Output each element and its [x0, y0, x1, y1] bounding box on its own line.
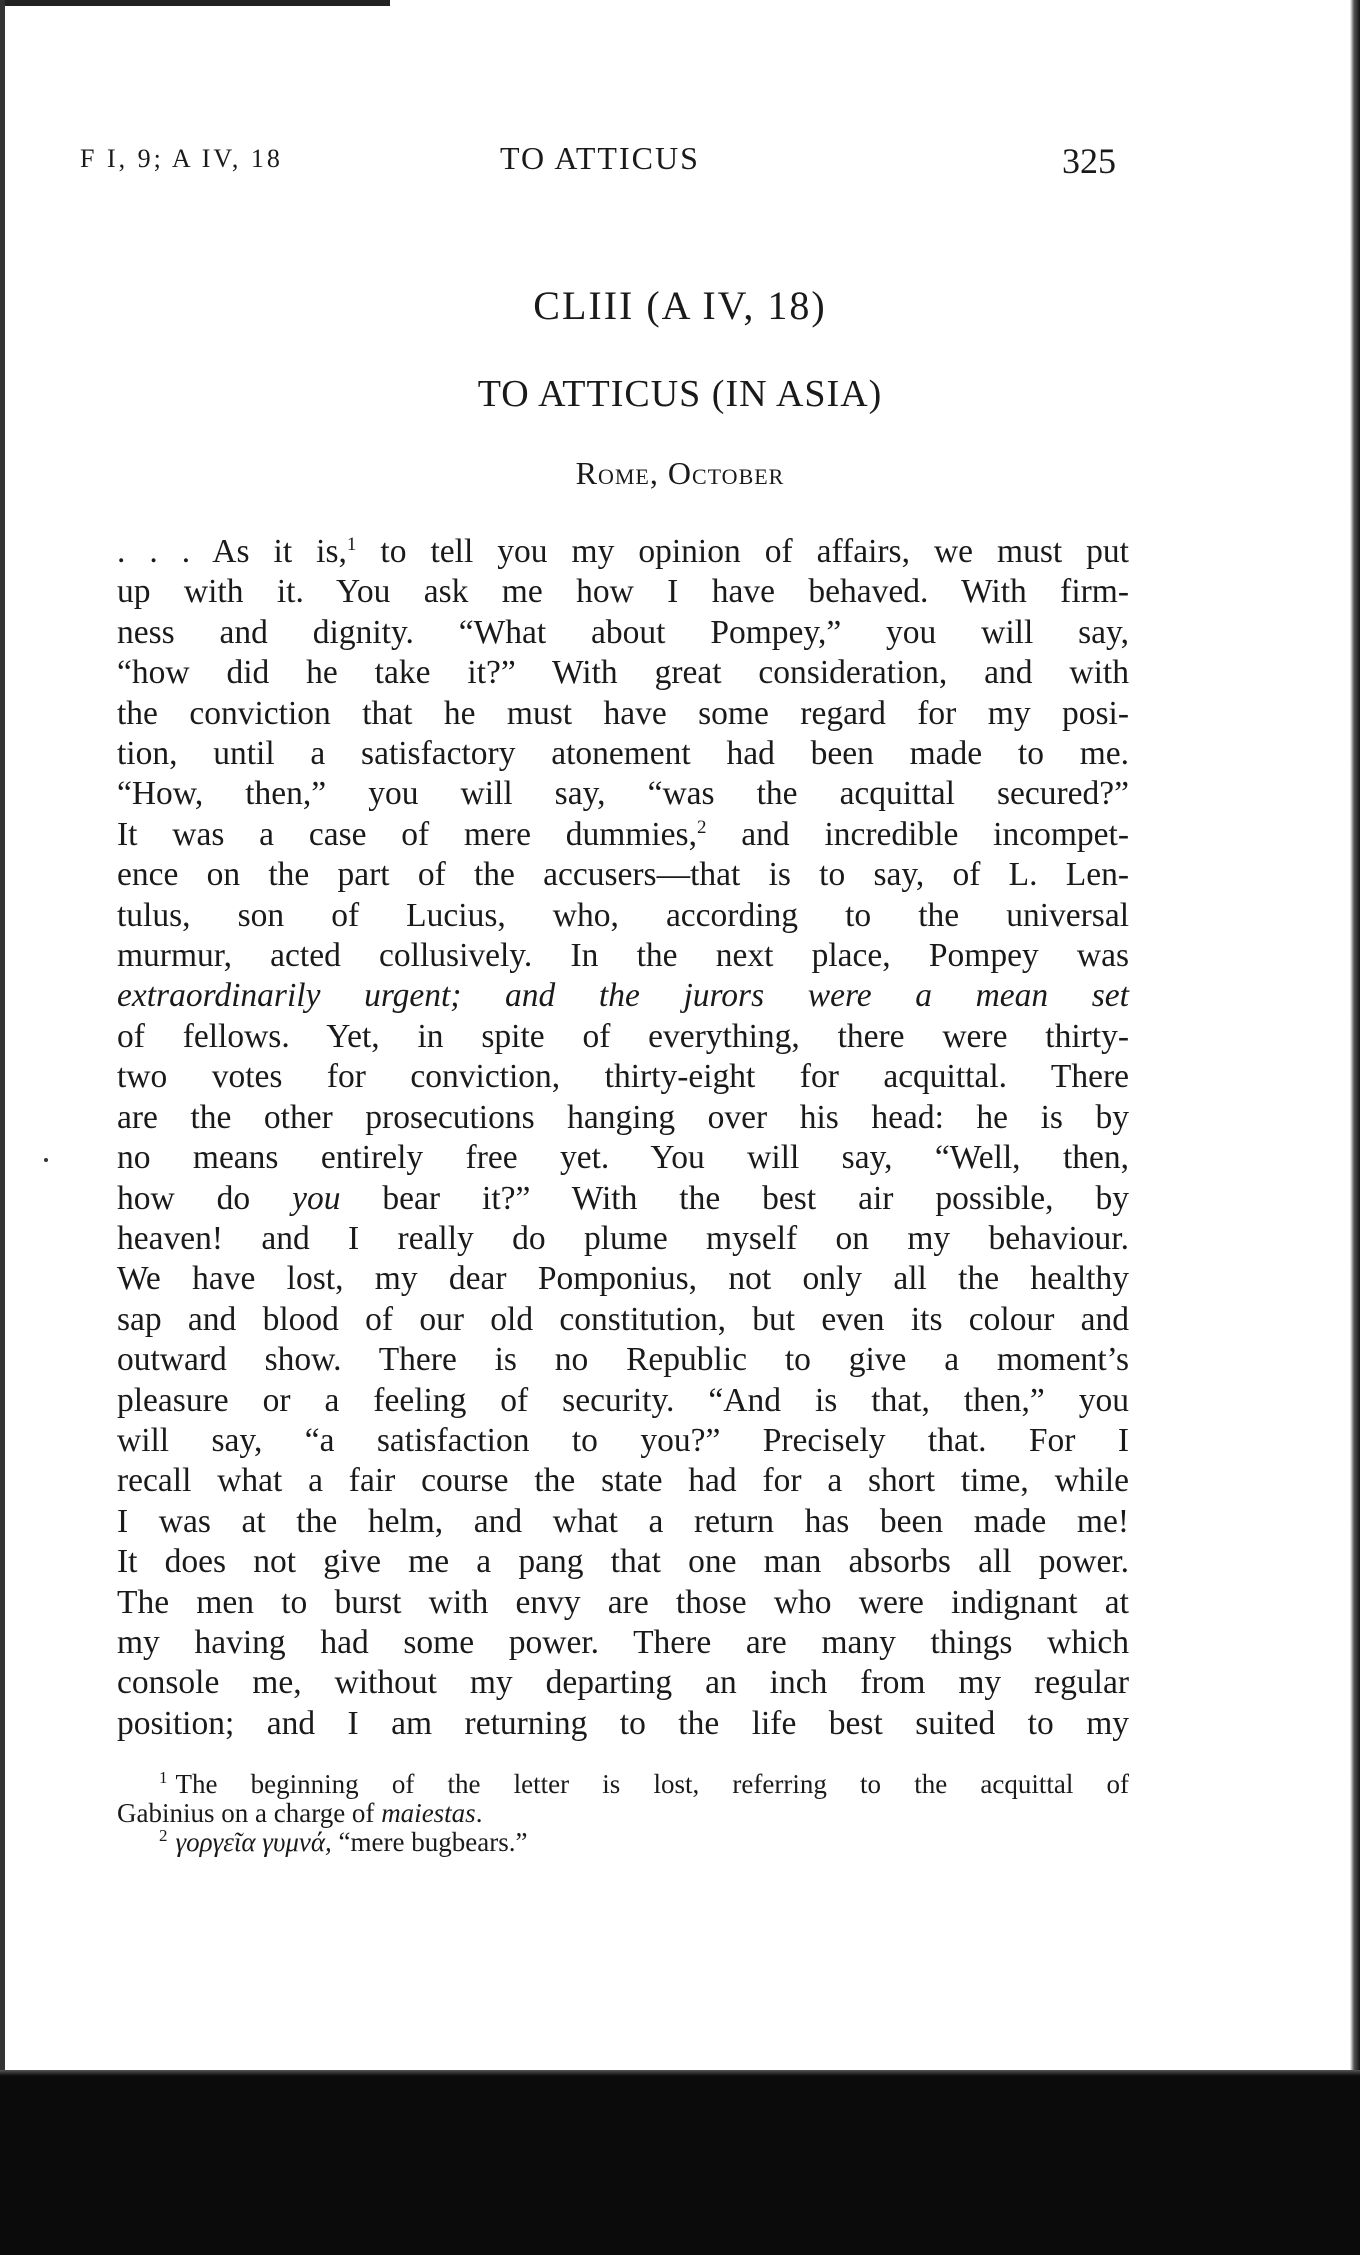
body-line: It does not give me a pang that one man absorbs all power.: [117, 1543, 1129, 1581]
footnote-ref-1: 1: [346, 534, 357, 555]
emphasis-you: you: [292, 1179, 341, 1217]
scan-speck: [44, 1158, 48, 1162]
body-line: position; and I am returning to the life best suited to my: [117, 1704, 1129, 1742]
body-line: heaven! and I really do plume myself on my behaviour.: [117, 1219, 1129, 1257]
running-head-title: TO ATTICUS: [500, 140, 700, 176]
body-line: tion, until a satisfactory atonement had been made to me.: [117, 735, 1129, 773]
body-line: . . . As it is,$^1$ to tell you my opinion of affairs, we must put: [117, 533, 1129, 570]
footnote-1: $^1$ The beginning of the letter is lost, referring to the acquittal of: [159, 1768, 1129, 1799]
footnote-2-mark: 2: [159, 1826, 168, 1845]
body-line: the conviction that he must have some regard for my posi-: [117, 694, 1129, 732]
footnotes: [117, 1770, 1129, 1857]
body-line: “How, then,” you will say, “was the acquittal secured?”: [117, 775, 1129, 813]
body-line: “how did he take it?” With great consideration, and with: [117, 654, 1129, 692]
body-line: two votes for conviction, thirty-eight for acquittal. There: [117, 1058, 1129, 1096]
scan-edge-bottom: [0, 2070, 1360, 2255]
body-line: no means entirely free yet. You will say, “Well, then,: [117, 1139, 1129, 1177]
letter-body: [117, 532, 1129, 1744]
body-line: tulus, son of Lucius, who, according to the universal: [117, 896, 1129, 934]
body-line: ence on the part of the accusers—that is to say, of L. Len-: [117, 856, 1129, 894]
body-line: murmur, acted collusively. In the next place, Pompey was: [117, 937, 1129, 975]
body-line: ness and dignity. “What about Pompey,” you will say,: [117, 613, 1129, 651]
body-line: pleasure or a feeling of security. “And is that, then,” you: [117, 1381, 1129, 1419]
footnote-1-mark: 1: [159, 1768, 168, 1787]
body-line: I was at the helm, and what a return has been made me!: [117, 1502, 1129, 1540]
body-line: my having had some power. There are many things which: [117, 1623, 1129, 1661]
body-line: recall what a fair course the state had for a short time, while: [117, 1462, 1129, 1500]
body-line: of fellows. Yet, in spite of everything, there were thirty-: [117, 1017, 1129, 1055]
letter-title: TO ATTICUS (IN ASIA): [477, 373, 883, 415]
body-line: outward show. There is no Republic to give a moment’s: [117, 1341, 1129, 1379]
letter-number: CLIII (A IV, 18): [533, 283, 827, 328]
running-head-reference: F I, 9; A IV, 18: [80, 144, 283, 173]
place-and-date: Rome, October: [575, 455, 785, 491]
footnote-1-continued: Gabinius on a charge of maiestas.: [117, 1798, 483, 1828]
body-line: extraordinarily urgent; and the jurors were a mean set: [117, 977, 1129, 1015]
footnote-2: $^2$ γοργεῖα γυμνά, “mere bugbears.”: [159, 1826, 528, 1857]
running-head: [0, 140, 1360, 180]
body-line: The men to burst with envy are those who were indignant at: [117, 1583, 1129, 1621]
body-line: sap and blood of our old constitution, but even its colour and: [117, 1300, 1129, 1338]
body-line: will say, “a satisfaction to you?” Precisely that. For I: [117, 1421, 1129, 1459]
body-line: We have lost, my dear Pomponius, not only all the healthy: [117, 1260, 1129, 1298]
scan-edge-top: [0, 0, 390, 6]
body-line: are the other prosecutions hanging over his head: he is by: [117, 1098, 1129, 1136]
page-number: 325: [1062, 141, 1116, 181]
body-line: up with it. You ask me how I have behaved. With firm-: [117, 573, 1129, 611]
greek-phrase: γοργεῖα γυμνά,: [175, 1827, 332, 1857]
body-line: console me, without my departing an inch from my regular: [117, 1664, 1129, 1702]
footnote-ref-2: 2: [696, 816, 707, 838]
body-line: how do you bear it?” With the best air possible, by: [117, 1179, 1129, 1217]
body-line: It was a case of mere dummies,$^2$ and incredible incompet-: [117, 815, 1129, 853]
